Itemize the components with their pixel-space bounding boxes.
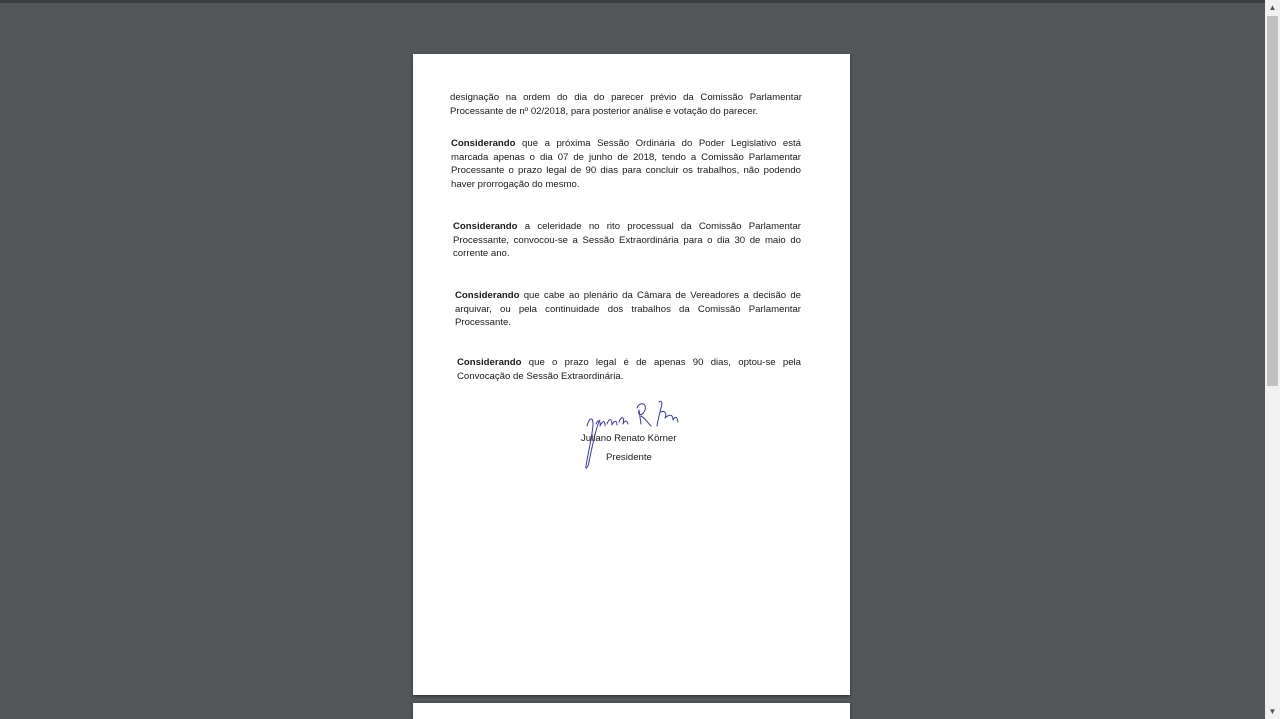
signatory-role: Presidente bbox=[606, 452, 652, 463]
next-document-page bbox=[413, 703, 850, 719]
scroll-down-arrow-icon[interactable]: ▼ bbox=[1268, 707, 1277, 716]
viewer-top-shadow bbox=[0, 0, 1265, 3]
scroll-thumb[interactable] bbox=[1267, 16, 1278, 386]
considerando-label: Considerando bbox=[455, 290, 520, 301]
considerando-label: Considerando bbox=[453, 221, 518, 232]
considerando-label: Considerando bbox=[457, 357, 522, 368]
paragraph-designacao: designação na ordem do dia do parecer prévio da Comissão Parlamentar Processante de nº 02/2018, para posterior análise e votação do parecer. bbox=[450, 92, 802, 117]
paragraph-considerando-4: Considerando que o prazo legal é de apenas 90 dias, optou-se pela Convocação de Sessão Extraordinária. bbox=[457, 357, 801, 382]
paragraph-considerando-1: Considerando que a próxima Sessão Ordinária do Poder Legislativo está marcada apenas o dia 07 de junho de 2018, tendo a Comissão Parlamentar Processante o prazo legal de 90 dias para concluir os trabalhos, não podendo haver prorrogação do mesmo. bbox=[451, 138, 801, 190]
signatory-name: Juliano Renato Körner bbox=[581, 433, 677, 444]
paragraph-considerando-3: Considerando que cabe ao plenário da Câmara de Vereadores a decisão de arquivar, ou pela continuidade dos trabalhos da Comissão Parlamentar Processante. bbox=[455, 290, 801, 328]
paragraph-considerando-2: Considerando a celeridade no rito processual da Comissão Parlamentar Processante, convocou-se a Sessão Extraordinária para o dia 30 de maio do corrente ano. bbox=[453, 221, 801, 259]
considerando-label: Considerando bbox=[451, 138, 516, 149]
vertical-scrollbar[interactable] bbox=[1265, 0, 1280, 719]
document-page bbox=[413, 54, 850, 695]
scroll-up-arrow-icon[interactable]: ▲ bbox=[1268, 3, 1277, 12]
